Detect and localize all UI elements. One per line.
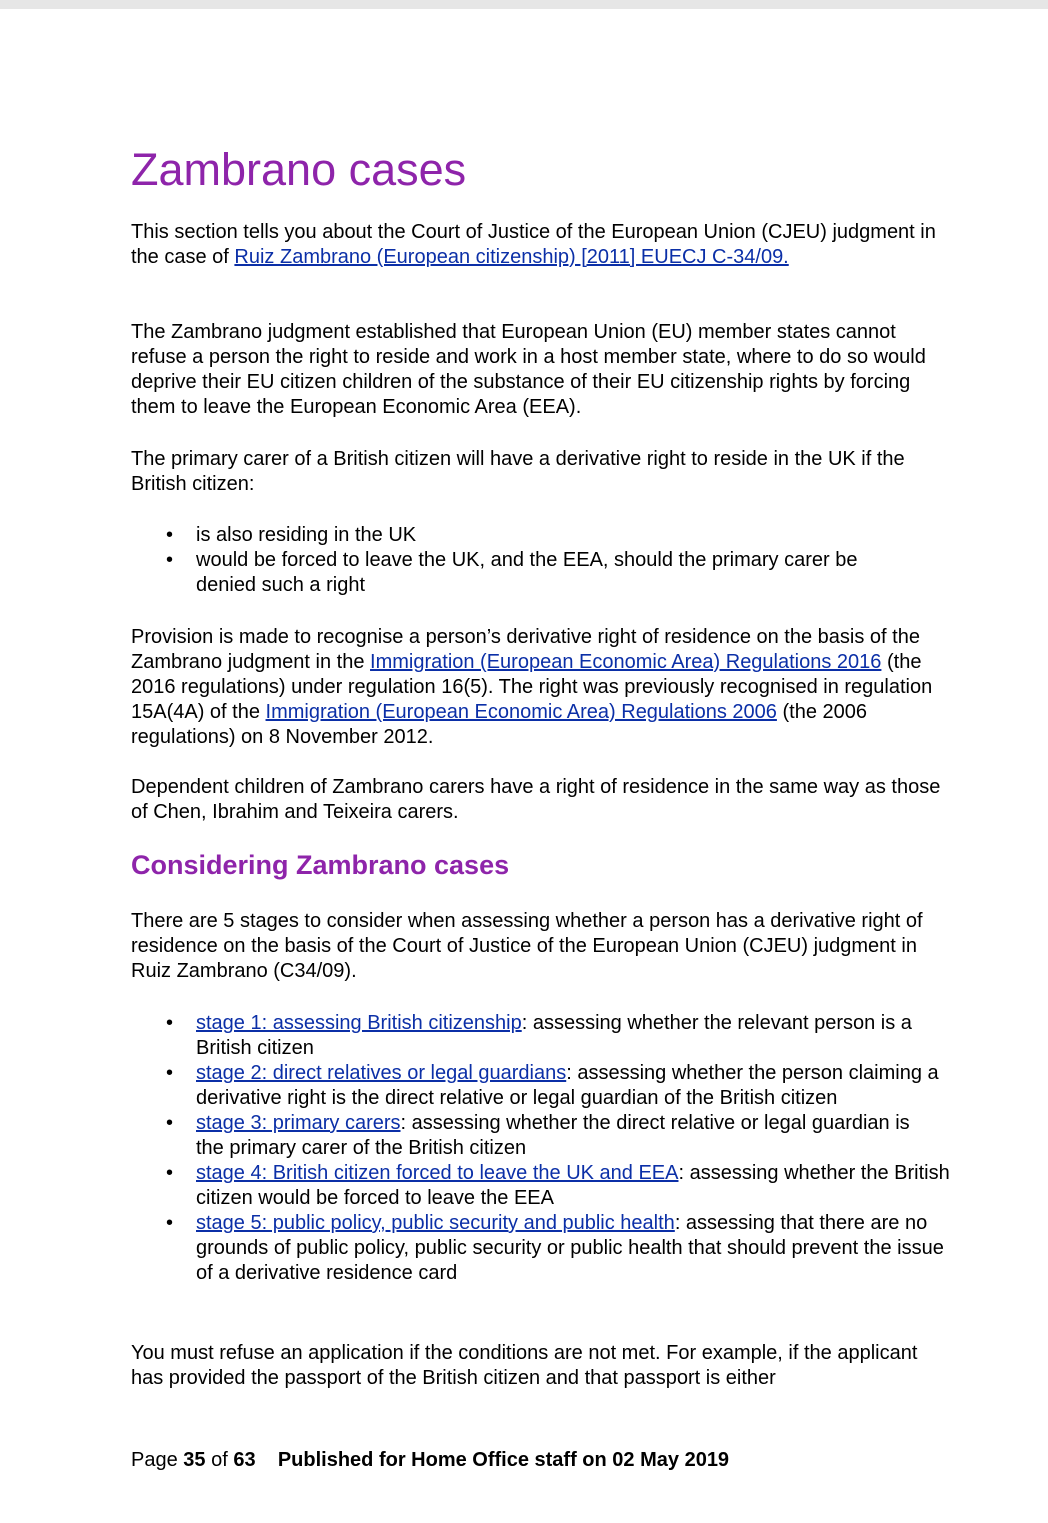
total-pages: 63 <box>233 1449 256 1471</box>
section-subheading: Considering Zambrano cases <box>131 850 510 880</box>
primary-carer-paragraph: The primary carer of a British citizen will have a derivative right to reside in the UK if the British citizen: <box>131 448 905 495</box>
top-border <box>0 0 1048 9</box>
stage-2-link[interactable]: stage 2: direct relatives or legal guardians <box>196 1062 567 1084</box>
zambrano-judgment-link[interactable]: Ruiz Zambrano (European citizenship) [2011] EUECJ C-34/09. <box>234 246 789 268</box>
list-item-text: would be forced to leave the UK, and the EEA, should the primary carer be denied such a right <box>196 549 858 596</box>
list-item <box>131 1061 951 1111</box>
stage-2-text: : assessing whether the person claiming a derivative right is the direct relative or legal guardian of the British citizen <box>196 1062 939 1109</box>
stage-5-link[interactable]: stage 5: public policy, public security and public health <box>196 1212 675 1234</box>
stage-5-text: : assessing that there are no grounds of public policy, public security or public health that should prevent the issue of a derivative residence card <box>196 1212 944 1284</box>
published-notice: Published for Home Office staff on 02 May 2019 <box>277 1449 730 1471</box>
regulations-2006-link[interactable]: Immigration (European Economic Area) Regulations 2006 <box>265 701 777 723</box>
list-item <box>131 1011 951 1061</box>
page-number: 35 <box>183 1449 206 1471</box>
of-label: of <box>211 1449 228 1471</box>
dependent-children-paragraph: Dependent children of Zambrano carers have a right of residence in the same way as those of Chen, Ibrahim and Teixeira carers. <box>131 776 941 823</box>
judgment-paragraph: The Zambrano judgment established that European Union (EU) member states cannot refuse a person the right to reside and work in a host member state, where to do so would deprive their EU citizen children of the substance of their EU citizenship rights by forcing them to leave the European Economic Area (EEA). <box>131 321 926 418</box>
intro-paragraph <box>131 220 951 270</box>
list-item <box>131 548 916 598</box>
stage-3-link[interactable]: stage 3: primary carers <box>196 1112 401 1134</box>
bullet-icon: • <box>166 1112 174 1134</box>
list-item <box>131 1161 951 1211</box>
bullet-icon: • <box>166 524 174 546</box>
page-label: Page <box>131 1449 178 1471</box>
stage-1-text: : assessing whether the relevant person is a British citizen <box>196 1012 912 1059</box>
bullet-icon: • <box>166 1162 174 1184</box>
stages-paragraph: There are 5 stages to consider when assessing whether a person has a derivative right of residence on the basis of the Court of Justice of the European Union (CJEU) judgment in Ruiz Zambrano (C34/09). <box>131 910 923 982</box>
bullet-icon: • <box>166 1062 174 1084</box>
regulations-2016-link[interactable]: Immigration (European Economic Area) Regulations 2016 <box>370 651 882 673</box>
stage-1-link[interactable]: stage 1: assessing British citizenship <box>196 1012 522 1034</box>
stage-4-link[interactable]: stage 4: British citizen forced to leave the UK and EEA <box>196 1162 679 1184</box>
stage-4-text: : assessing whether the British citizen would be forced to leave the EEA <box>196 1162 950 1209</box>
stage-3-text: : assessing whether the direct relative or legal guardian is the primary carer of the British citizen <box>196 1112 910 1159</box>
provision-text-3: (the 2006 regulations) on 8 November 2012. <box>131 701 867 748</box>
page-title: Zambrano cases <box>131 144 467 195</box>
intro-text: This section tells you about the Court of Justice of the European Union (CJEU) judgment in the case of <box>131 221 936 268</box>
provision-text-2: (the 2016 regulations) under regulation 16(5). The right was previously recognised in regulation 15A(4A) of the <box>131 651 933 723</box>
list-item <box>131 1211 951 1286</box>
primary-carer-bullet-list <box>131 523 951 598</box>
provision-text-1: Provision is made to recognise a person’s derivative right of residence on the basis of the Zambrano judgment in the <box>131 626 920 673</box>
provision-paragraph <box>131 625 951 750</box>
bullet-icon: • <box>166 549 174 571</box>
bullet-icon: • <box>166 1012 174 1034</box>
refuse-paragraph: You must refuse an application if the conditions are not met. For example, if the applicant has provided the passport of the British citizen and that passport is either <box>131 1342 918 1389</box>
list-item <box>131 1111 936 1161</box>
list-item <box>131 523 951 548</box>
list-item-text: is also residing in the UK <box>196 524 417 546</box>
bullet-icon: • <box>166 1212 174 1234</box>
stages-bullet-list <box>131 1011 951 1286</box>
page-footer <box>131 1448 729 1473</box>
